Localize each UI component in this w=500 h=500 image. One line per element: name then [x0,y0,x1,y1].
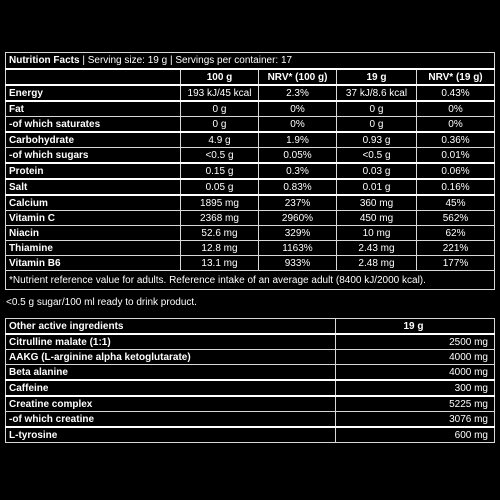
cell-value: 0.03 g [337,163,417,179]
cell-value: 450 mg [337,211,417,226]
table-row [6,163,495,179]
ingredient-amount: 300 mg [336,380,495,396]
cell-value: 2.43 mg [337,241,417,256]
row-label: Vitamin C [6,211,181,226]
cell-value: 2.48 mg [337,256,417,271]
table-row [6,179,495,195]
cell-value: 0.05 g [181,179,259,195]
cell-value: 45% [417,195,495,211]
nutrition-body [6,85,495,271]
cell-value: 0.06% [417,163,495,179]
cell-value: 0.16% [417,179,495,195]
table-row [6,365,495,381]
row-label: Energy [6,85,181,101]
cell-value: 562% [417,211,495,226]
column-header: NRV* (19 g) [417,69,495,85]
column-header: 19 g [337,69,417,85]
table-row [6,132,495,148]
table-row [6,101,495,117]
table-row [6,350,495,365]
active-body [6,334,495,443]
column-header: 100 g [181,69,259,85]
cell-value: 0 g [337,101,417,117]
active-ingredients-table [5,318,495,443]
cell-value: 1163% [259,241,337,256]
ingredient-label: -of which creatine [6,412,336,428]
row-label: Carbohydrate [6,132,181,148]
ingredient-label: Caffeine [6,380,336,396]
cell-value: 0.93 g [337,132,417,148]
nutrition-title: Nutrition Facts [9,55,80,66]
cell-value: 0.36% [417,132,495,148]
cell-value: 237% [259,195,337,211]
column-header [6,69,181,85]
table-row [6,226,495,241]
cell-value: 329% [259,226,337,241]
serving-info: | Serving size: 19 g | Servings per container: 17 [79,55,293,66]
cell-value: 0 g [337,117,417,133]
nutrition-facts-table [5,52,495,290]
cell-value: 2368 mg [181,211,259,226]
active-header-row [6,319,495,335]
row-label: Protein [6,163,181,179]
ingredient-amount: 4000 mg [336,365,495,381]
cell-value: 221% [417,241,495,256]
ingredient-amount: 4000 mg [336,350,495,365]
ingredient-amount: 600 mg [336,427,495,443]
table-row [6,334,495,350]
nutrition-title-row [6,53,495,70]
ingredient-label: Creatine complex [6,396,336,412]
cell-value: 1.9% [259,132,337,148]
nutrition-header-row [6,69,495,85]
cell-value: 360 mg [337,195,417,211]
ingredient-label: Beta alanine [6,365,336,381]
cell-value: 177% [417,256,495,271]
ingredient-amount: 2500 mg [336,334,495,350]
cell-value: 12.8 mg [181,241,259,256]
cell-value: 0.05% [259,148,337,164]
cell-value: 0% [259,101,337,117]
row-label: Niacin [6,226,181,241]
cell-value: 933% [259,256,337,271]
table-row [6,211,495,226]
cell-value: 0.83% [259,179,337,195]
nutrition-footnote: *Nutrient reference value for adults. Reference intake of an average adult (8400 kJ/2000 kcal). [6,271,495,290]
ingredient-amount: 5225 mg [336,396,495,412]
cell-value: 0.15 g [181,163,259,179]
cell-value: <0.5 g [181,148,259,164]
row-label: -of which sugars [6,148,181,164]
cell-value: 62% [417,226,495,241]
cell-value: 0% [417,117,495,133]
ingredient-amount: 3076 mg [336,412,495,428]
cell-value: 2.3% [259,85,337,101]
cell-value: 0.3% [259,163,337,179]
nutrition-footnote-row [6,271,495,290]
active-header-value: 19 g [336,319,495,335]
table-row [6,85,495,101]
row-label: Fat [6,101,181,117]
table-row [6,241,495,256]
table-row [6,117,495,133]
table-row [6,256,495,271]
sugar-note: <0.5 g sugar/100 ml ready to drink product. [6,297,197,308]
row-label: Vitamin B6 [6,256,181,271]
table-row [6,396,495,412]
cell-value: 0% [417,101,495,117]
ingredient-label: AAKG (L-arginine alpha ketoglutarate) [6,350,336,365]
table-row [6,427,495,443]
cell-value: 1895 mg [181,195,259,211]
table-row [6,148,495,164]
active-header-label: Other active ingredients [6,319,336,335]
cell-value: 4.9 g [181,132,259,148]
cell-value: <0.5 g [337,148,417,164]
row-label: Salt [6,179,181,195]
row-label: Calcium [6,195,181,211]
cell-value: 0.43% [417,85,495,101]
cell-value: 52.6 mg [181,226,259,241]
table-row [6,412,495,428]
cell-value: 10 mg [337,226,417,241]
ingredient-label: L-tyrosine [6,427,336,443]
ingredient-label: Citrulline malate (1:1) [6,334,336,350]
cell-value: 2960% [259,211,337,226]
cell-value: 0 g [181,101,259,117]
column-header: NRV* (100 g) [259,69,337,85]
cell-value: 0% [259,117,337,133]
row-label: Thiamine [6,241,181,256]
cell-value: 0 g [181,117,259,133]
row-label: -of which saturates [6,117,181,133]
cell-value: 13.1 mg [181,256,259,271]
cell-value: 0.01% [417,148,495,164]
cell-value: 0.01 g [337,179,417,195]
table-row [6,380,495,396]
cell-value: 193 kJ/45 kcal [181,85,259,101]
table-row [6,195,495,211]
cell-value: 37 kJ/8.6 kcal [337,85,417,101]
